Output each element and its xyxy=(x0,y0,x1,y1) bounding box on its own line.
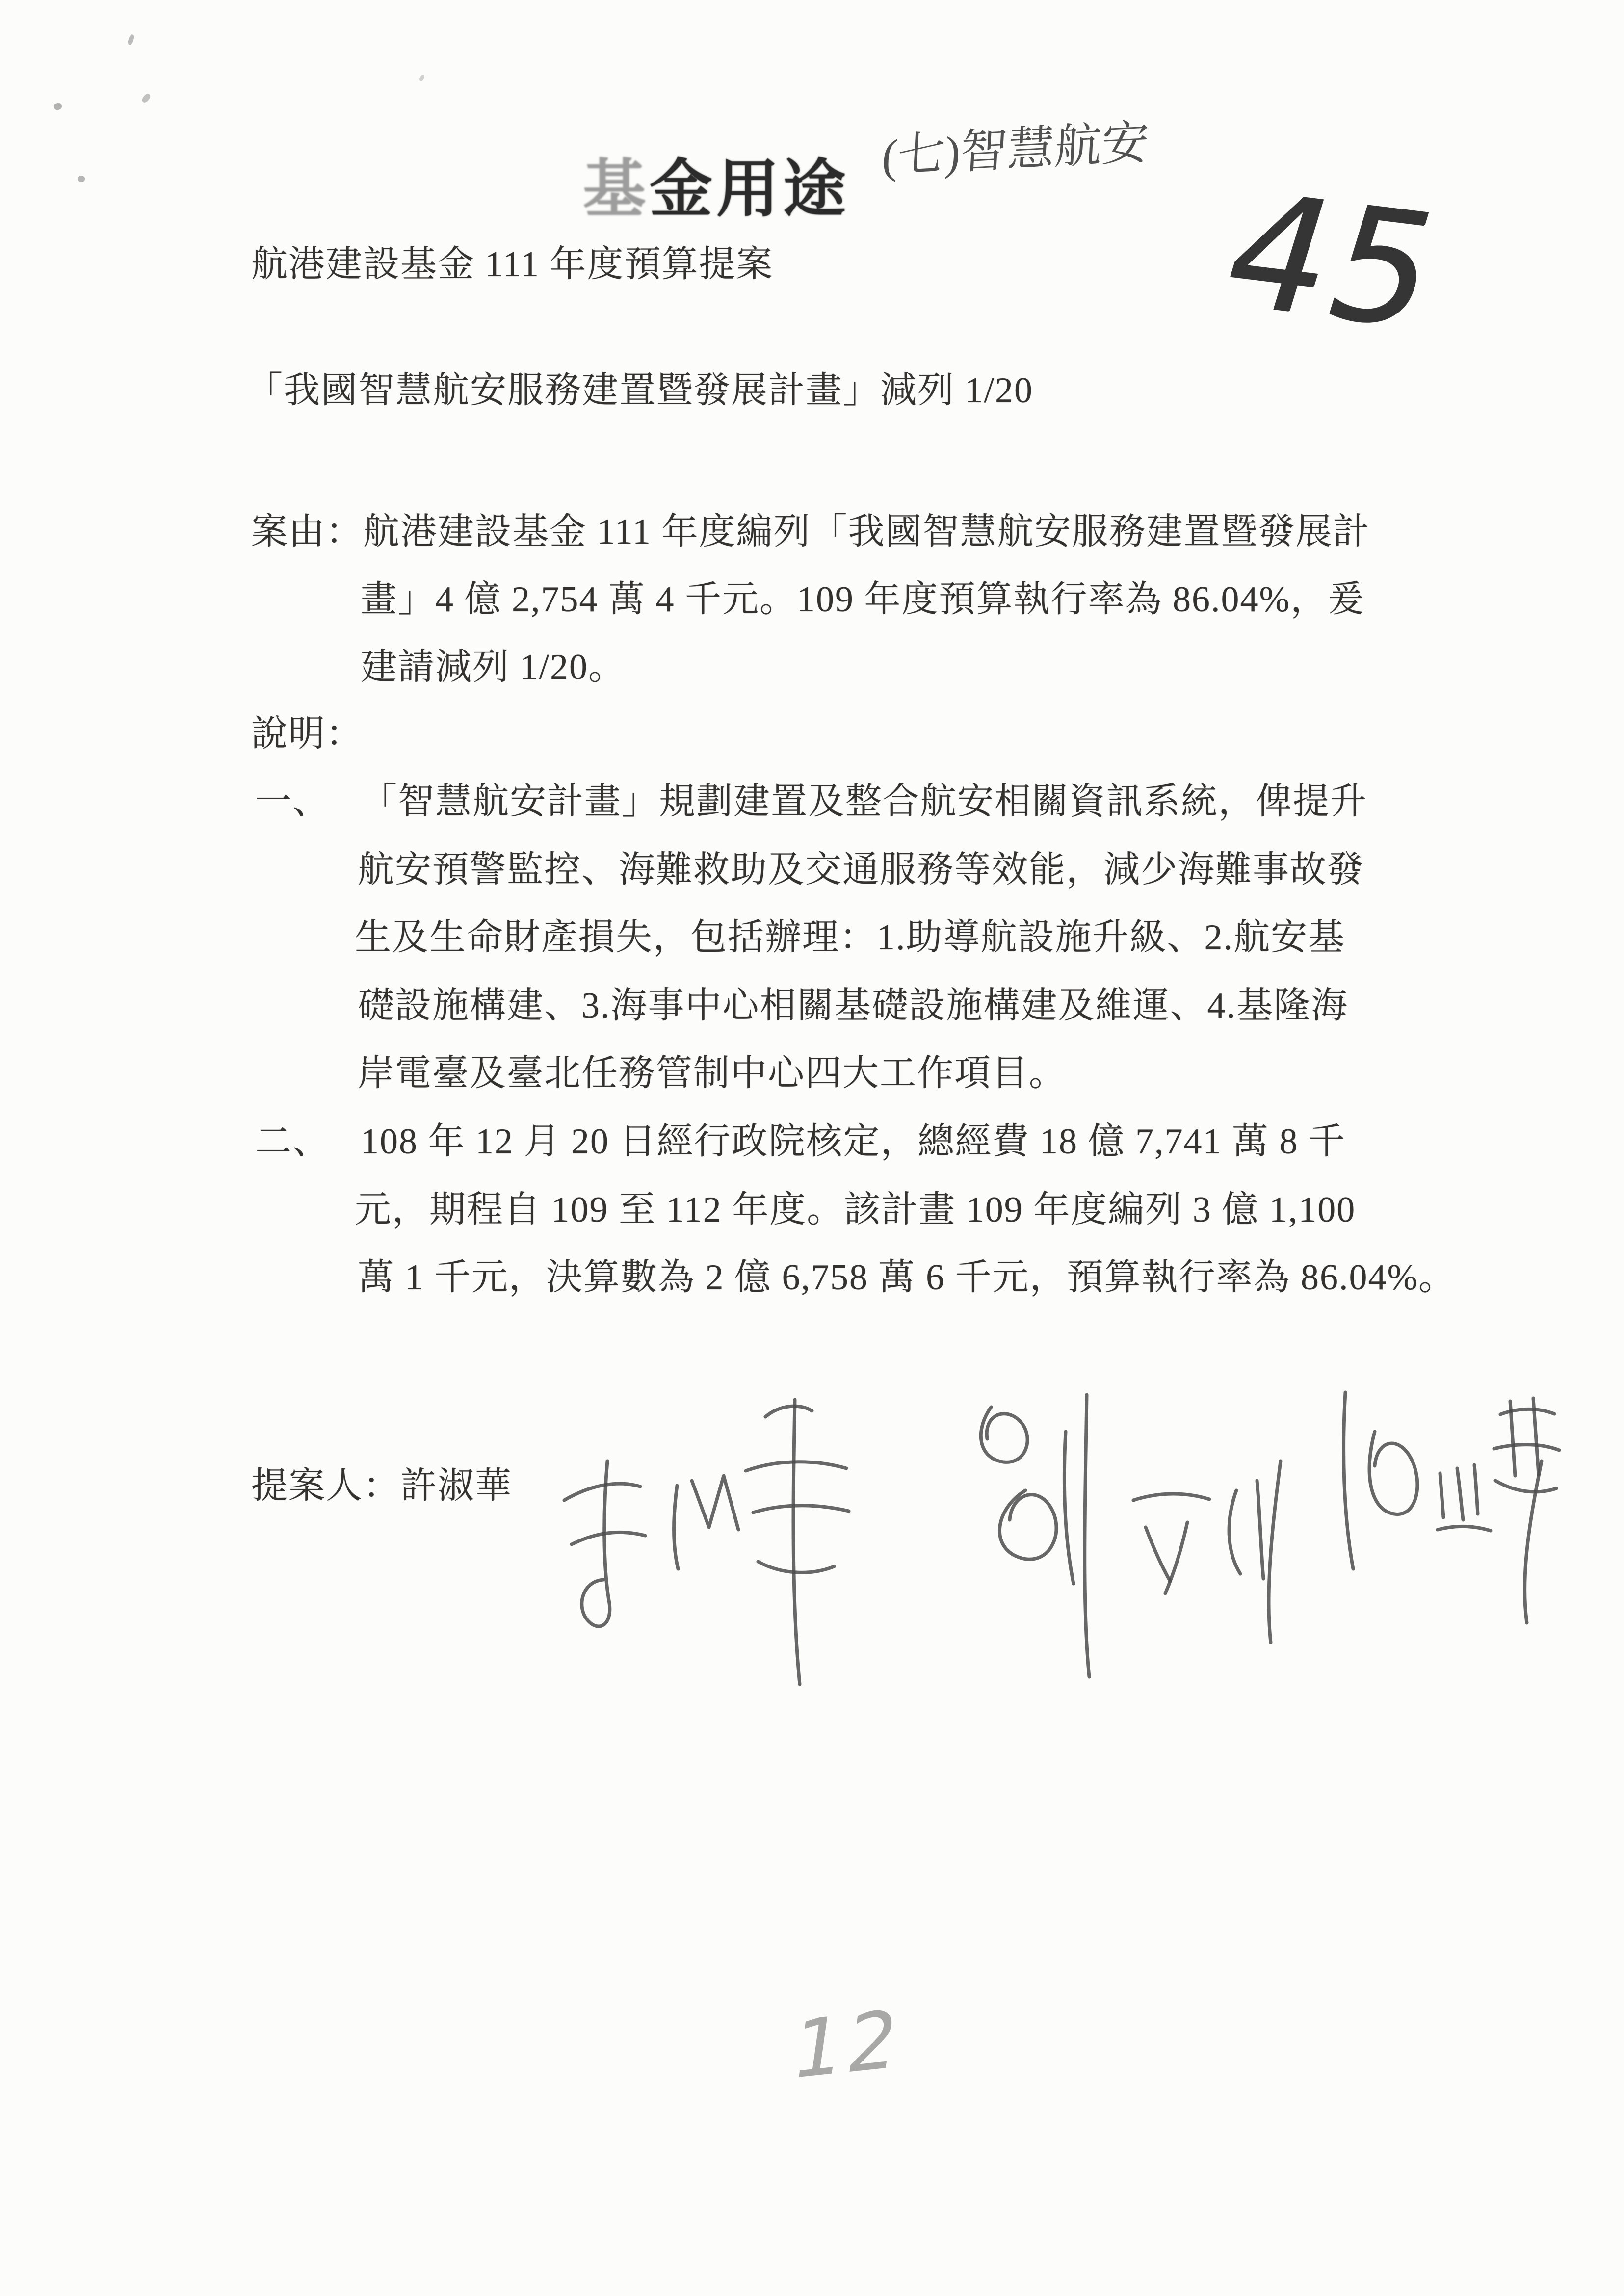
item1-line: 「智慧航安計畫」規劃建置及整合航安相關資訊系統，俾提升 xyxy=(361,782,1367,822)
signature-fu-kun-qi xyxy=(1344,1392,1559,1623)
document-header: 航港建設基金 111 年度預算提案 xyxy=(251,244,774,285)
handwritten-page-number-bottom: 12 xyxy=(786,1992,909,2097)
scan-speck xyxy=(77,175,85,183)
signature-xu-shu-hua xyxy=(564,1400,849,1684)
scan-speck xyxy=(419,74,425,82)
handwritten-signatures xyxy=(535,1358,1565,1701)
scan-speck xyxy=(141,92,152,104)
handwritten-annotation: (七)智慧航安 xyxy=(881,116,1150,183)
scan-speck xyxy=(53,102,62,111)
stamp-text: 金用途 xyxy=(650,155,850,224)
case-description-line: 案由：航港建設基金 111 年度編列「我國智慧航安服務建置暨發展計 xyxy=(251,512,1370,552)
item1-line: 生及生命財產損失，包括辦理：1.助導航設施升級、2.航安基 xyxy=(355,917,1345,958)
scan-speck xyxy=(127,34,135,46)
proposer-label: 提案人： xyxy=(251,1466,400,1506)
case-description-line: 畫」4 億 2,754 萬 4 千元。109 年度預算執行率為 86.04%，爰 xyxy=(361,579,1365,620)
item2-line: 元，期程自 109 至 112 年度。該計畫 109 年度編列 3 億 1,100 xyxy=(355,1190,1356,1230)
item2-line: 萬 1 千元，決算數為 2 億 6,758 萬 6 千元，預算執行率為 86.04%。 xyxy=(358,1257,1456,1298)
signature-zheng-tian-cai xyxy=(981,1395,1281,1677)
proposal-title: 「我國智慧航安服務建置暨發展計畫」減列 1/20 xyxy=(246,370,1034,411)
handwritten-page-number-top: 45 xyxy=(1204,160,1462,363)
proposer-name: 許淑華 xyxy=(400,1466,512,1506)
item2-line: 108 年 12 月 20 日經行政院核定，總經費 18 億 7,741 萬 8 千 xyxy=(361,1122,1346,1162)
proposer-line xyxy=(251,1463,512,1509)
stamp-faded-char: 基 xyxy=(583,155,650,224)
item1-line: 礎設施構建、3.海事中心相關基礎設施構建及維運、4.基隆海 xyxy=(358,986,1348,1026)
item2-number: 二、 xyxy=(255,1122,330,1162)
item1-line: 岸電臺及臺北任務管制中心四大工作項目。 xyxy=(358,1053,1066,1094)
fund-usage-stamp xyxy=(583,138,850,229)
item1-line: 航安預警監控、海難救助及交通服務等效能，減少海難事故發 xyxy=(358,850,1364,890)
case-description-line: 建請減列 1/20。 xyxy=(361,647,626,687)
explanation-label: 說明： xyxy=(251,714,363,754)
item1-number: 一、 xyxy=(255,782,330,822)
